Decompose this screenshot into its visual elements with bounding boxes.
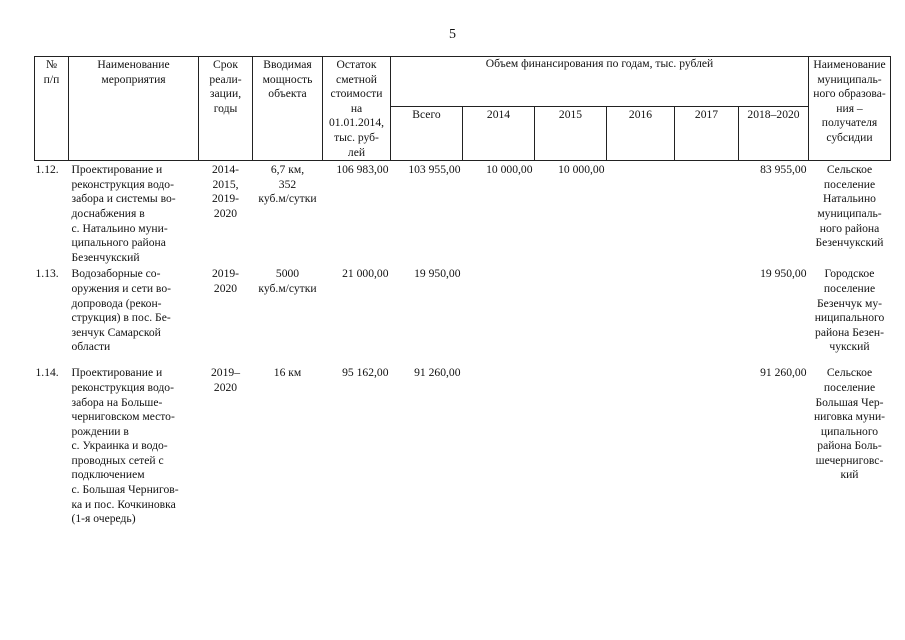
header-2017: 2017 (675, 107, 739, 161)
row-total: 19 950,00 (414, 267, 461, 281)
header-recipient: Наименование муниципаль- ного образова- ния – получателя субсидии (809, 57, 891, 161)
row-2015 (535, 265, 607, 364)
row-capacity: 16 км (273, 366, 302, 380)
table-row (35, 265, 891, 364)
row-2016 (607, 265, 675, 364)
row-remainder: 106 983,00 (336, 163, 389, 177)
financing-table (34, 56, 891, 546)
row-2016 (607, 161, 675, 266)
header-2015: 2015 (535, 107, 607, 161)
row-2017 (675, 364, 739, 546)
header-period: Срок реали- зации, годы (199, 57, 253, 161)
row-recipient: Сельское поселение Натальино муниципаль- ного района Безенчукский (815, 163, 884, 250)
row-capacity: 6,7 км, 352 куб.м/сутки (258, 163, 317, 206)
row-2016 (607, 364, 675, 546)
row-num: 1.12. (35, 163, 59, 177)
row-2014 (463, 265, 535, 364)
row-total: 103 955,00 (408, 163, 461, 177)
row-period: 2019– 2020 (211, 366, 240, 394)
row-remainder: 21 000,00 (342, 267, 389, 281)
row-2018-2020: 19 950,00 (760, 267, 807, 281)
header-capacity: Вводимая мощность объекта (253, 57, 323, 161)
header-name: Наименование мероприятия (69, 57, 199, 161)
header-total: Всего (391, 107, 463, 161)
row-name: Водозаборные со- оружения и сети во- допровода (рекон- струкция) в пос. Бе- зенчук Самарской области (71, 267, 171, 354)
header-2014: 2014 (463, 107, 535, 161)
table-row (35, 364, 891, 546)
row-2018-2020: 83 955,00 (760, 163, 807, 177)
row-2015: 10 000,00 (558, 163, 605, 177)
table-header-row (35, 57, 891, 107)
row-name: Проектирование и реконструкция водо- забора и системы во- доснабжения в с. Натальино муни- ципального района Безенчукский (71, 163, 176, 264)
row-total: 91 260,00 (414, 366, 461, 380)
header-financing: Объем финансирования по годам, тыс. рублей (391, 57, 809, 107)
row-recipient: Городское поселение Безенчук му- ниципального района Безен- чукский (814, 267, 885, 354)
row-num: 1.14. (35, 366, 59, 380)
header-2018-2020: 2018–2020 (739, 107, 809, 161)
header-2016: 2016 (607, 107, 675, 161)
row-2015 (535, 364, 607, 546)
row-2014: 10 000,00 (486, 163, 533, 177)
row-2017 (675, 265, 739, 364)
row-2017 (675, 161, 739, 266)
row-period: 2014- 2015, 2019- 2020 (211, 163, 240, 220)
row-recipient: Сельское поселение Большая Чер- ниговка муни- ципального района Боль- шечерниговс- кий (813, 366, 886, 482)
row-num: 1.13. (35, 267, 59, 281)
page-number: 5 (449, 27, 456, 42)
row-2014 (463, 364, 535, 546)
row-remainder: 95 162,00 (342, 366, 389, 380)
row-period: 2019- 2020 (211, 267, 240, 295)
row-2018-2020: 91 260,00 (760, 366, 807, 380)
header-num: № п/п (35, 57, 69, 161)
row-name: Проектирование и реконструкция водо- забора на Больше- черниговском место- рождении в с. Украинка и водо- проводных сетей с подключением с. Большая Чернигов- ка и пос. Кочкиновка (1-я очередь) (71, 366, 179, 526)
row-capacity: 5000 куб.м/сутки (258, 267, 317, 295)
table-row (35, 161, 891, 266)
header-remainder: Остаток сметной стоимости на 01.01.2014, тыс. руб- лей (323, 57, 391, 161)
